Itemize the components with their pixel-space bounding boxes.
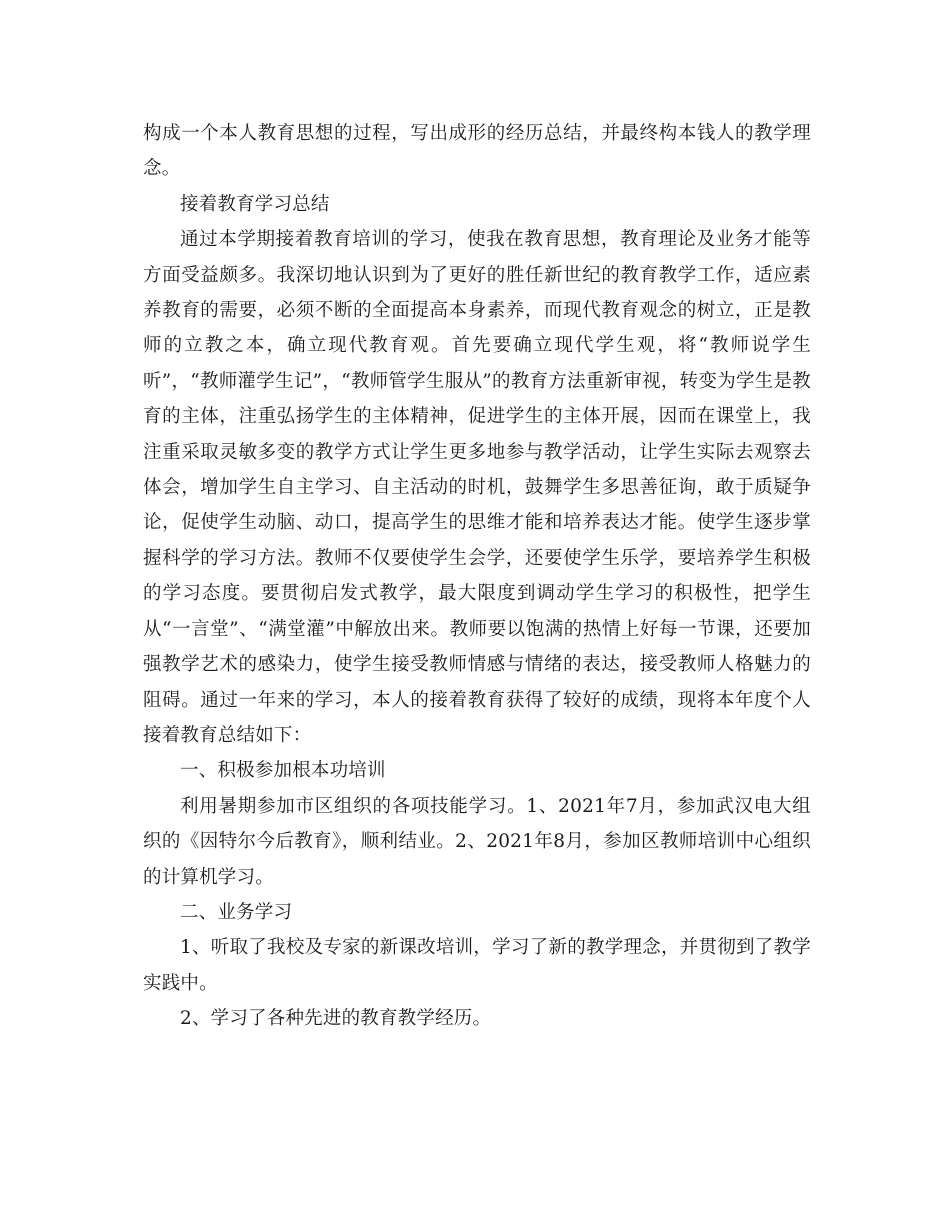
- paragraph-training: 利用暑期参加市区组织的各项技能学习。1、2021年7月，参加武汉电大组织的《因特尔今后教育》，顺利结业。2、2021年8月，参加区教师培训中心组织的计算机学习。: [143, 795, 811, 888]
- list-item-1: 1、听取了我校及专家的新课改培训，学习了新的教学理念，并贯彻到了教学实践中。: [143, 937, 811, 994]
- section-heading-1: 一、积极参加根本功培训: [180, 760, 386, 782]
- document-body: [143, 116, 811, 1037]
- section-title: 接着教育学习总结: [180, 193, 330, 215]
- paragraph-continuation: 构成一个本人教育思想的过程，写出成形的经历总结，并最终构本钱人的教学理念。: [143, 123, 811, 180]
- section-heading-2: 二、业务学习: [180, 901, 293, 923]
- list-item-2: 2、学习了各种先进的教育教学经历。: [180, 1008, 492, 1030]
- paragraph-intro: 通过本学期接着教育培训的学习，使我在教育思想，教育理论及业务才能等方面受益颇多。我深切地认识到为了更好的胜任新世纪的教育教学工作，适应素养教育的需要，必须不断的全面提高本身素养，而现代教育观念的树立，正是教师的立教之本，确立现代教育观。首先要确立现代学生观，将“教师说学生听”，“教师灌学生记”，“教师管学生服从”的教育方法重新审视，转变为学生是教育的主体，注重弘扬学生的主体精神，促进学生的主体开展，因而在课堂上，我注重采取灵敏多变的教学方式让学生更多地参与教学活动，让学生实际去观察去体会，增加学生自主学习、自主活动的时机，鼓舞学生多思善征询，敢于质疑争论，促使学生动脑、动口，提高学生的思维才能和培养表达才能。使学生逐步掌握科学的学习方法。教师不仅要使学生会学，还要使学生乐学，要培养学生积极的学习态度。要贯彻启发式教学，最大限度到调动学生学习的积极性，把学生从“一言堂”、“满堂灌”中解放出来。教师要以饱满的热情上好每一节课，还要加强教学艺术的感染力，使学生接受教师情感与情绪的表达，接受教师人格魅力的阻碍。通过一年来的学习，本人的接着教育获得了较好的成绩，现将本年度个人接着教育总结如下：: [143, 229, 811, 746]
